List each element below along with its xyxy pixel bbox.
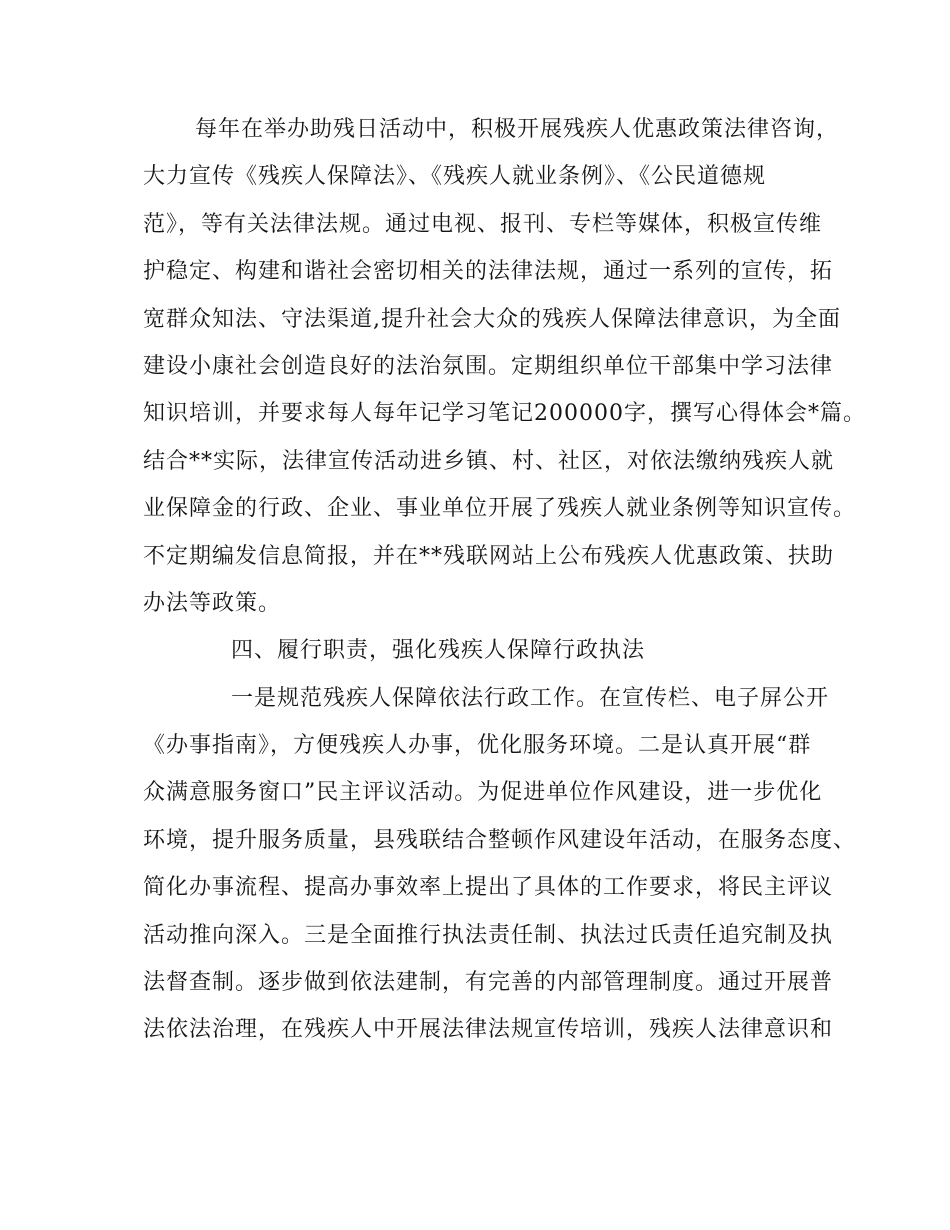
paragraph-2-line-7: 法督查制。逐步做到依法建制，有完善的内部管理制度。通过开展普 [143,970,834,996]
paragraph-1-line-10: 不定期编发信息简报，并在**残联网站上公布残疾人优惠政策、扶助 [143,543,835,569]
paragraph-1-line-8: 结合**实际，法律宣传活动进乡镇、村、社区，对依法缴纳残疾人就 [143,448,835,474]
paragraph-1-line-3: 范》，等有关法律法规。通过电视、报刊、专栏等媒体，积极宣传维 [143,211,823,237]
document-body [143,106,866,1054]
paragraph-1-line-6: 建设小康社会创造良好的法治氛围。定期组织单位干部集中学习法律 [143,353,834,379]
paragraph-1-line-1: 每年在举办助残日活动中，积极开展残疾人优惠政策法律咨询， [195,117,840,142]
paragraph-2-line-8: 法依法治理，在残疾人中开展法律法规宣传培训，残疾人法律意识和 [143,1017,834,1043]
paragraph-2-line-4: 环境，提升服务质量，县残联结合整顿作风建设年活动，在服务态度、 [143,827,857,853]
paragraph-1-line-9: 业保障金的行政、企业、事业单位开展了残疾人就业条例等知识宣传。 [143,496,857,522]
paragraph-1-line-7: 知识培训，并要求每人每年记学习笔记200000字，撰写心得体会*篇。 [143,401,866,427]
paragraph-1-line-4: 护稳定、构建和谐社会密切相关的法律法规，通过一系列的宣传，拓 [143,259,834,285]
paragraph-2-line-6: 活动推向深入。三是全面推行执法责任制、执法过氏责任追究制及执 [143,922,834,948]
section-heading: 四、履行职责，强化残疾人保障行政执法 [231,638,646,664]
paragraph-2-line-3: 众满意服务窗口”民主评议活动。为促进单位作风建设，进一步优化 [143,780,823,806]
paragraph-1-line-5: 宽群众知法、守法渠道,提升社会大众的残疾人保障法律意识，为全面 [143,306,841,332]
paragraph-2-line-2: 《办事指南》，方便残疾人办事，优化服务环境。二是认真开展“群 [143,733,812,759]
paragraph-2-line-1: 一是规范残疾人保障依法行政工作。在宣传栏、电子屏公开 [231,685,830,711]
paragraph-1-line-2: 大力宣传《残疾人保障法》、《残疾人就业条例》、《公民道德规 [143,164,767,190]
paragraph-1-line-11: 办法等政策。 [143,590,282,616]
paragraph-2-line-5: 简化办事流程、提高办事效率上提出了具体的工作要求，将民主评议 [143,875,834,901]
